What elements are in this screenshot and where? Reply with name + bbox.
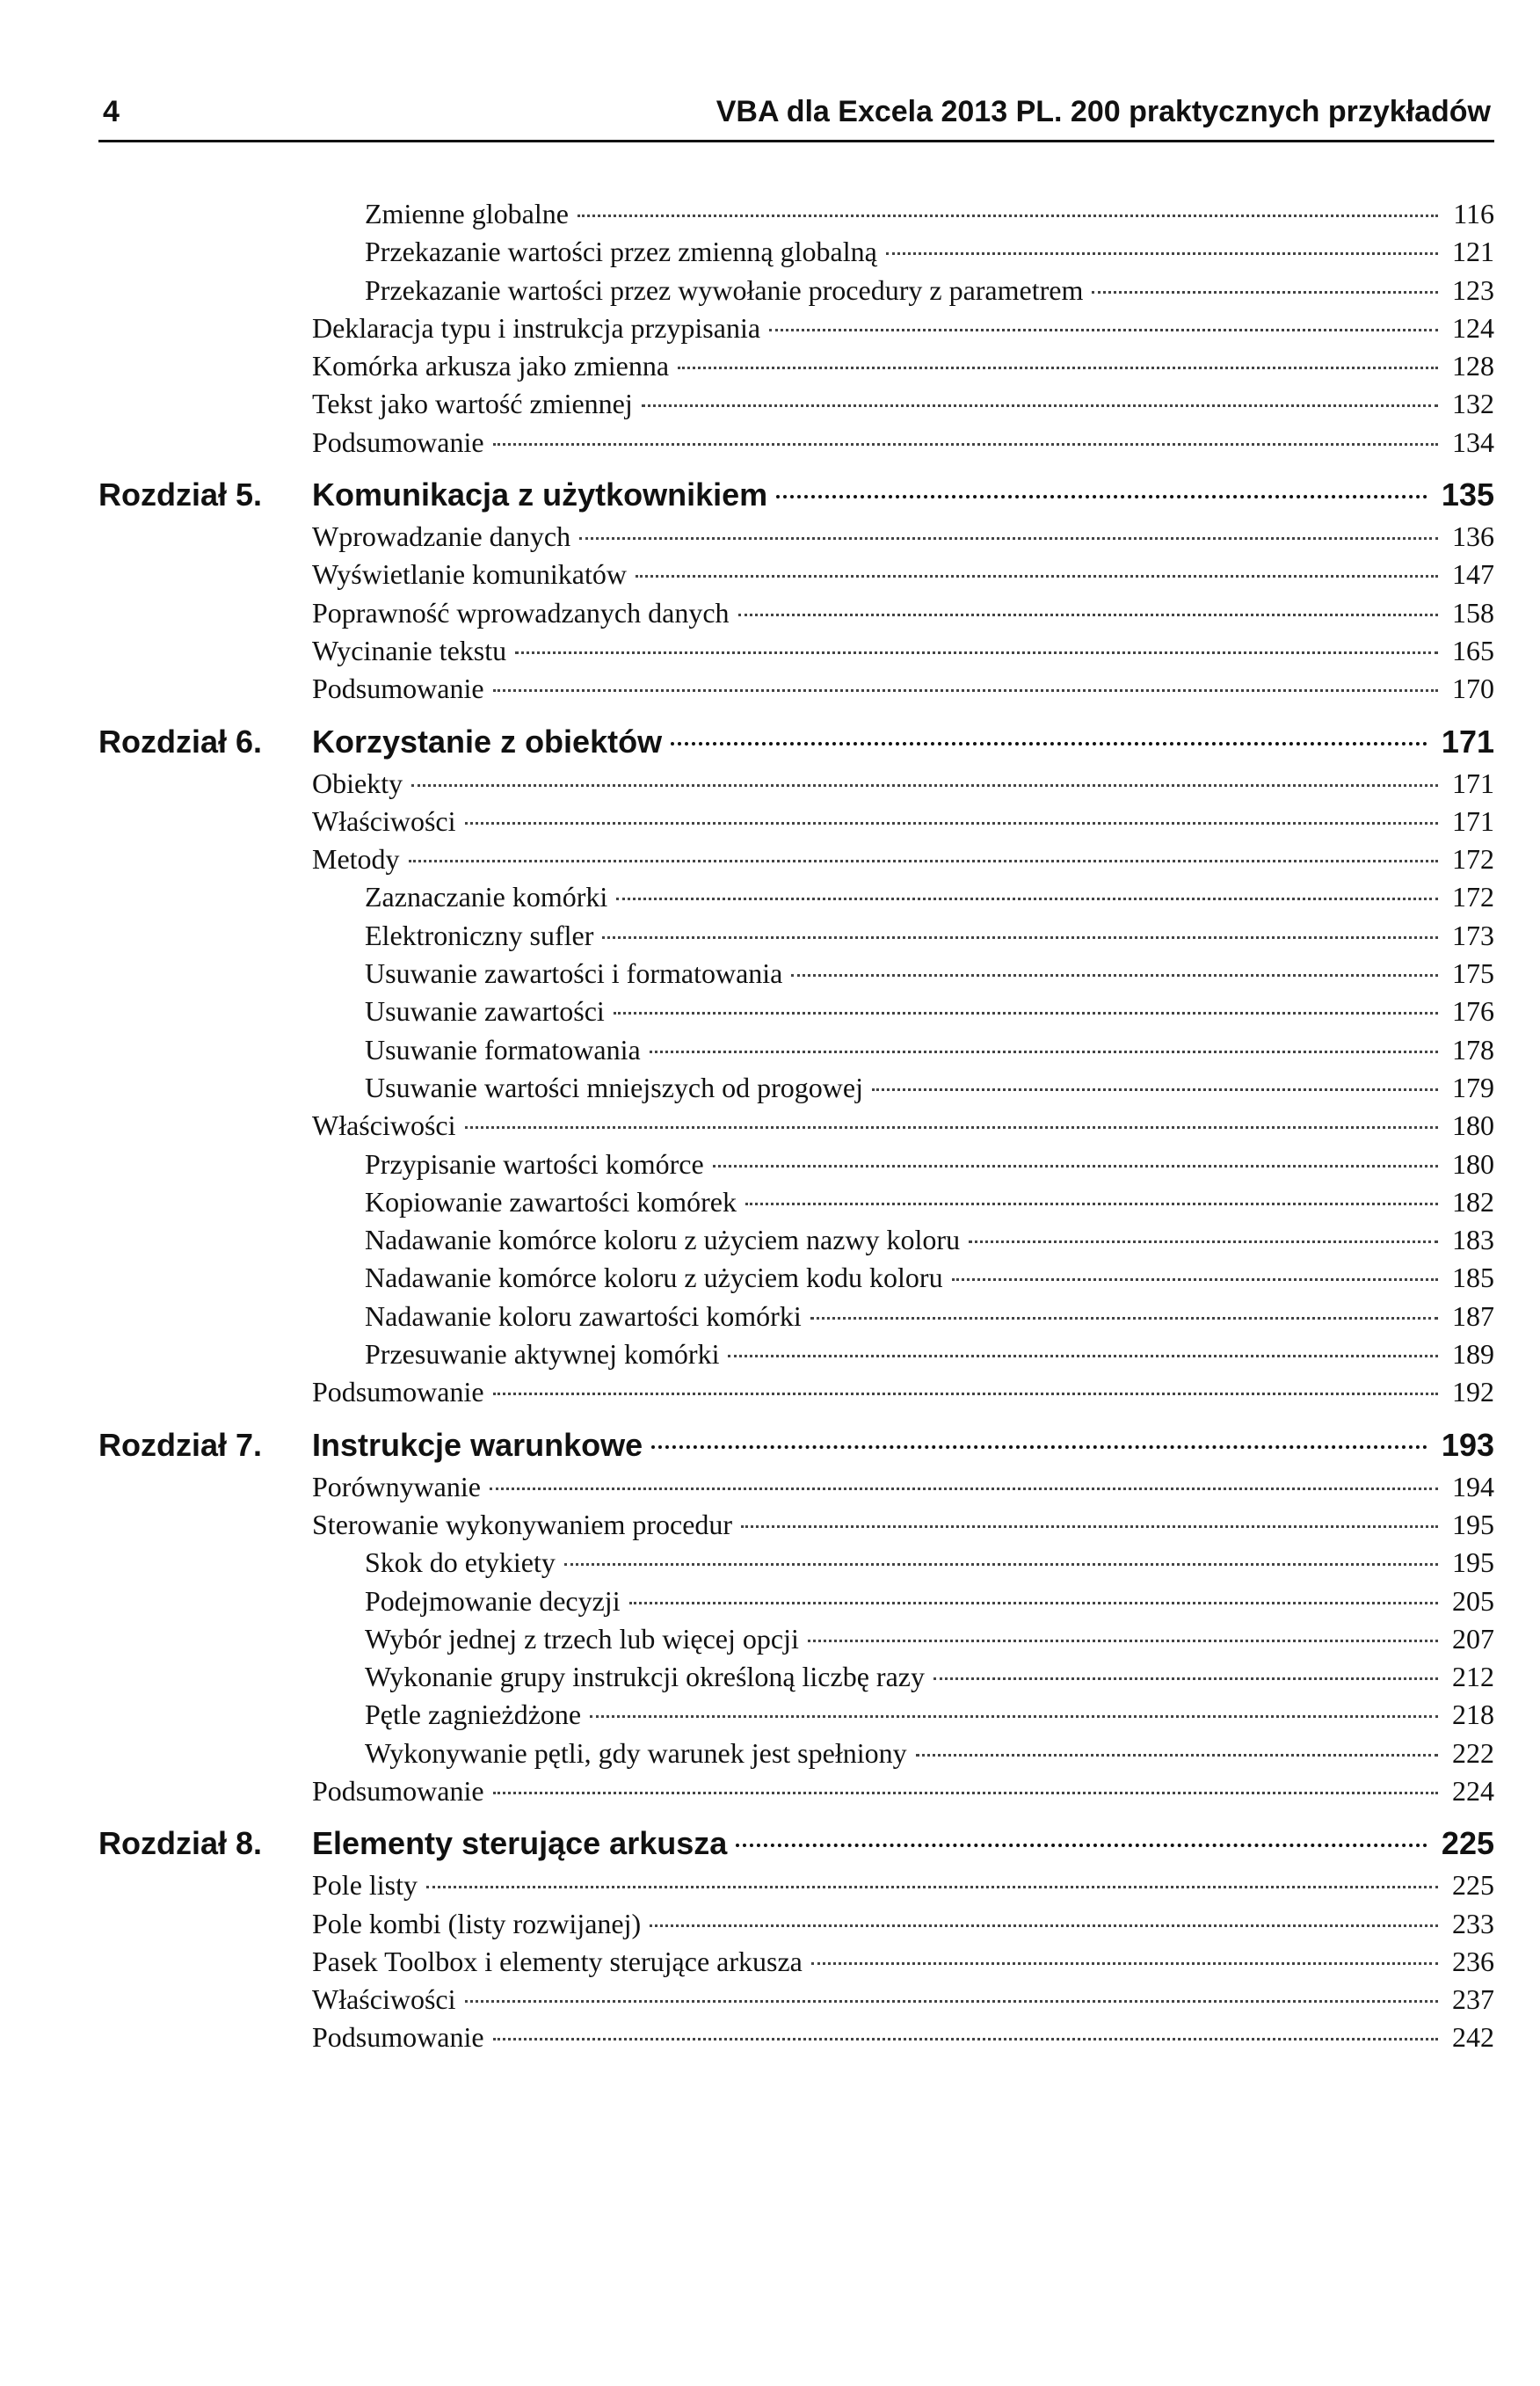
dot-leader <box>564 1563 1438 1566</box>
table-of-contents <box>98 198 1494 2060</box>
toc-entry <box>98 1300 1494 1338</box>
toc-entry <box>98 1338 1494 1376</box>
dot-leader <box>650 1924 1438 1927</box>
dot-leader <box>493 1792 1438 1794</box>
page-ref: 207 <box>1452 1622 1494 1655</box>
page-ref: 121 <box>1452 236 1494 268</box>
entry-title: Właściwości <box>312 804 456 837</box>
page-ref: 134 <box>1452 426 1494 458</box>
toc-entry <box>98 558 1494 596</box>
toc-chapter <box>98 724 1494 767</box>
toc-entry <box>98 1186 1494 1224</box>
book-title: VBA dla Excela 2013 PL. 200 praktycznych przykładów <box>716 95 1491 128</box>
dot-leader <box>969 1240 1438 1243</box>
page-ref: 225 <box>1452 1869 1494 1902</box>
dot-leader <box>616 898 1438 900</box>
dot-leader <box>671 742 1427 746</box>
dot-leader <box>493 689 1438 692</box>
page-ref: 165 <box>1452 634 1494 666</box>
chapter-title: Komunikacja z użytkownikiem <box>312 476 768 513</box>
page-ref: 192 <box>1452 1376 1494 1408</box>
dot-leader <box>493 2038 1438 2040</box>
entry-title: Skok do etykiety <box>365 1546 556 1579</box>
dot-leader <box>886 252 1438 255</box>
chapter-title: Elementy sterujące arkusza <box>312 1825 728 1862</box>
entry-title: Podsumowanie <box>312 2021 484 2054</box>
entry-title: Zmienne globalne <box>365 198 569 229</box>
toc-entry <box>98 881 1494 919</box>
toc-entry <box>98 312 1494 350</box>
dot-leader <box>916 1754 1438 1757</box>
toc-chapter <box>98 476 1494 520</box>
toc-entry <box>98 1775 1494 1813</box>
page-ref: 218 <box>1452 1699 1494 1731</box>
entry-title: Podsumowanie <box>312 1376 484 1408</box>
toc-entry <box>98 843 1494 881</box>
dot-leader <box>465 822 1439 825</box>
page-ref: 224 <box>1452 1774 1494 1807</box>
page-ref: 180 <box>1452 1147 1494 1180</box>
dot-leader <box>426 1886 1438 1888</box>
toc-entry <box>98 767 1494 805</box>
chapter-title: Instrukcje warunkowe <box>312 1426 643 1463</box>
toc-entry <box>98 1262 1494 1299</box>
dot-leader <box>952 1278 1438 1281</box>
page-ref: 205 <box>1452 1584 1494 1617</box>
page-header <box>98 88 1494 142</box>
dot-leader <box>650 1051 1438 1053</box>
page-ref: 179 <box>1452 1071 1494 1103</box>
toc-entry <box>98 1737 1494 1775</box>
dot-leader <box>642 404 1438 407</box>
toc-entry <box>98 1908 1494 1946</box>
dot-leader <box>602 936 1438 939</box>
page-ref: 242 <box>1452 2021 1494 2054</box>
entry-title: Przekazanie wartości przez zmienną globalną <box>365 236 877 268</box>
entry-title: Komórka arkusza jako zmienna <box>312 350 670 382</box>
toc-chapter <box>98 1825 1494 1869</box>
entry-title: Właściwości <box>312 1983 456 2016</box>
toc-entry <box>98 1661 1494 1699</box>
toc-entry <box>98 805 1494 843</box>
page-ref: 173 <box>1452 919 1494 951</box>
header-rule <box>98 140 1494 142</box>
toc-entry <box>98 597 1494 635</box>
entry-title: Usuwanie wartości mniejszych od progowej <box>365 1071 863 1103</box>
toc-entry <box>98 1946 1494 1983</box>
page-ref: 176 <box>1452 995 1494 1028</box>
dot-leader <box>490 1488 1438 1490</box>
toc-entry <box>98 1623 1494 1661</box>
entry-title: Pasek Toolbox i elementy sterujące arkusza <box>312 1945 803 1977</box>
entry-title: Zaznaczanie komórki <box>365 881 608 913</box>
dot-leader <box>769 329 1438 331</box>
entry-title: Wykonanie grupy instrukcji określoną liczbę razy <box>365 1661 925 1693</box>
toc-entry <box>98 1072 1494 1109</box>
dot-leader <box>811 1962 1438 1965</box>
toc-entry <box>98 388 1494 426</box>
page-ref: 182 <box>1452 1185 1494 1218</box>
dot-leader <box>579 537 1438 540</box>
chapter-label: Rozdział 6. <box>98 723 263 760</box>
toc-entry <box>98 1509 1494 1546</box>
toc-entry <box>98 673 1494 710</box>
page-ref: 136 <box>1452 520 1494 553</box>
toc-entry <box>98 1585 1494 1623</box>
page-ref: 124 <box>1452 311 1494 344</box>
page-ref: 180 <box>1452 1109 1494 1142</box>
entry-title: Deklaracja typu i instrukcja przypisania <box>312 311 761 344</box>
entry-title: Podsumowanie <box>312 1774 484 1807</box>
chapter-label: Rozdział 7. <box>98 1426 263 1463</box>
dot-leader <box>713 1165 1438 1168</box>
entry-title: Metody <box>312 843 400 876</box>
entry-title: Wprowadzanie danych <box>312 520 571 553</box>
page-ref: 172 <box>1452 843 1494 876</box>
dot-leader <box>776 495 1427 498</box>
dot-leader <box>465 1126 1439 1129</box>
toc-entry <box>98 957 1494 995</box>
entry-title: Podsumowanie <box>312 673 484 705</box>
dot-leader <box>1092 291 1438 294</box>
toc-entry <box>98 1471 1494 1509</box>
toc-entry <box>98 520 1494 558</box>
toc-entry <box>98 198 1494 236</box>
page-ref: 132 <box>1452 388 1494 420</box>
toc-entry <box>98 1983 1494 2021</box>
chapter-title: Korzystanie z obiektów <box>312 723 663 760</box>
dot-leader <box>872 1088 1438 1091</box>
toc-entry <box>98 2021 1494 2059</box>
entry-title: Wykonywanie pętli, gdy warunek jest spełniony <box>365 1736 907 1769</box>
page-ref: 172 <box>1452 881 1494 913</box>
entry-title: Pole listy <box>312 1869 418 1902</box>
page-ref: 195 <box>1452 1546 1494 1579</box>
dot-leader <box>411 784 1438 787</box>
page-ref: 222 <box>1452 1736 1494 1769</box>
toc-entry <box>98 920 1494 957</box>
toc-entry <box>98 350 1494 388</box>
page-ref: 116 <box>1453 198 1494 229</box>
page-ref: 212 <box>1452 1661 1494 1693</box>
dot-leader <box>629 1602 1438 1604</box>
dot-leader <box>810 1317 1438 1320</box>
entry-title: Przypisanie wartości komórce <box>365 1147 704 1180</box>
toc-entry <box>98 1546 1494 1584</box>
dot-leader <box>493 1393 1438 1395</box>
entry-title: Pętle zagnieżdżone <box>365 1699 582 1731</box>
entry-title: Właściwości <box>312 1109 456 1142</box>
page-ref: 233 <box>1452 1907 1494 1939</box>
page-ref: 225 <box>1441 1825 1494 1862</box>
dot-leader <box>614 1012 1438 1015</box>
dot-leader <box>578 215 1438 217</box>
toc-chapter <box>98 1427 1494 1471</box>
entry-title: Kopiowanie zawartości komórek <box>365 1185 737 1218</box>
dot-leader <box>728 1355 1438 1357</box>
toc-entry <box>98 1869 1494 1907</box>
dot-leader <box>515 651 1438 654</box>
entry-title: Nadawanie komórce koloru z użyciem nazwy koloru <box>365 1224 961 1256</box>
dot-leader <box>636 575 1438 578</box>
entry-title: Nadawanie komórce koloru z użyciem kodu koloru <box>365 1262 943 1294</box>
page-ref: 147 <box>1452 558 1494 591</box>
entry-title: Usuwanie formatowania <box>365 1033 641 1066</box>
page-ref: 187 <box>1452 1299 1494 1332</box>
page-ref: 193 <box>1441 1426 1494 1463</box>
toc-entry <box>98 995 1494 1033</box>
chapter-label: Rozdział 5. <box>98 476 263 513</box>
page-ref: 171 <box>1452 804 1494 837</box>
dot-leader <box>465 2000 1439 2003</box>
page-ref: 185 <box>1452 1262 1494 1294</box>
entry-title: Usuwanie zawartości i formatowania <box>365 957 783 990</box>
toc-entry <box>98 1699 1494 1736</box>
dot-leader <box>590 1715 1438 1718</box>
entry-title: Nadawanie koloru zawartości komórki <box>365 1299 802 1332</box>
toc-entry <box>98 1109 1494 1147</box>
dot-leader <box>745 1203 1438 1205</box>
page-ref: 236 <box>1452 1945 1494 1977</box>
page-ref: 128 <box>1452 350 1494 382</box>
dot-leader <box>808 1640 1438 1642</box>
page-number: 4 <box>103 95 120 128</box>
toc-entry <box>98 1224 1494 1262</box>
page-ref: 170 <box>1452 673 1494 705</box>
toc-entry <box>98 1148 1494 1186</box>
page-ref: 171 <box>1441 723 1494 760</box>
dot-leader <box>738 614 1438 616</box>
page-ref: 178 <box>1452 1033 1494 1066</box>
toc-entry <box>98 1034 1494 1072</box>
entry-title: Sterowanie wykonywaniem procedur <box>312 1508 733 1540</box>
entry-title: Wycinanie tekstu <box>312 634 507 666</box>
entry-title: Elektroniczny sufler <box>365 919 594 951</box>
toc-entry <box>98 236 1494 273</box>
entry-title: Poprawność wprowadzanych danych <box>312 596 730 629</box>
page-ref: 195 <box>1452 1508 1494 1540</box>
dot-leader <box>493 443 1438 446</box>
entry-title: Pole kombi (listy rozwijanej) <box>312 1907 642 1939</box>
chapter-label: Rozdział 8. <box>98 1825 263 1862</box>
page-ref: 158 <box>1452 596 1494 629</box>
entry-title: Podejmowanie decyzji <box>365 1584 621 1617</box>
entry-title: Wybór jednej z trzech lub więcej opcji <box>365 1622 799 1655</box>
page-ref: 237 <box>1452 1983 1494 2016</box>
dot-leader <box>678 367 1438 369</box>
entry-title: Przesuwanie aktywnej komórki <box>365 1338 720 1371</box>
page-ref: 123 <box>1452 273 1494 306</box>
dot-leader <box>409 860 1438 862</box>
page-ref: 194 <box>1452 1470 1494 1502</box>
page-ref: 189 <box>1452 1338 1494 1371</box>
entry-title: Przekazanie wartości przez wywołanie procedury z parametrem <box>365 273 1084 306</box>
dot-leader <box>736 1844 1427 1847</box>
entry-title: Obiekty <box>312 767 403 799</box>
toc-entry <box>98 1376 1494 1414</box>
entry-title: Wyświetlanie komunikatów <box>312 558 627 591</box>
entry-title: Porównywanie <box>312 1470 481 1502</box>
dot-leader <box>651 1445 1427 1449</box>
toc-entry <box>98 274 1494 312</box>
entry-title: Podsumowanie <box>312 426 484 458</box>
entry-title: Tekst jako wartość zmiennej <box>312 388 633 420</box>
page-ref: 171 <box>1452 767 1494 799</box>
dot-leader <box>791 974 1438 977</box>
dot-leader <box>741 1525 1438 1528</box>
toc-entry <box>98 635 1494 673</box>
toc-entry <box>98 426 1494 464</box>
dot-leader <box>933 1677 1438 1680</box>
page-ref: 183 <box>1452 1224 1494 1256</box>
entry-title: Usuwanie zawartości <box>365 995 605 1028</box>
page-ref: 175 <box>1452 957 1494 990</box>
page-ref: 135 <box>1441 476 1494 513</box>
